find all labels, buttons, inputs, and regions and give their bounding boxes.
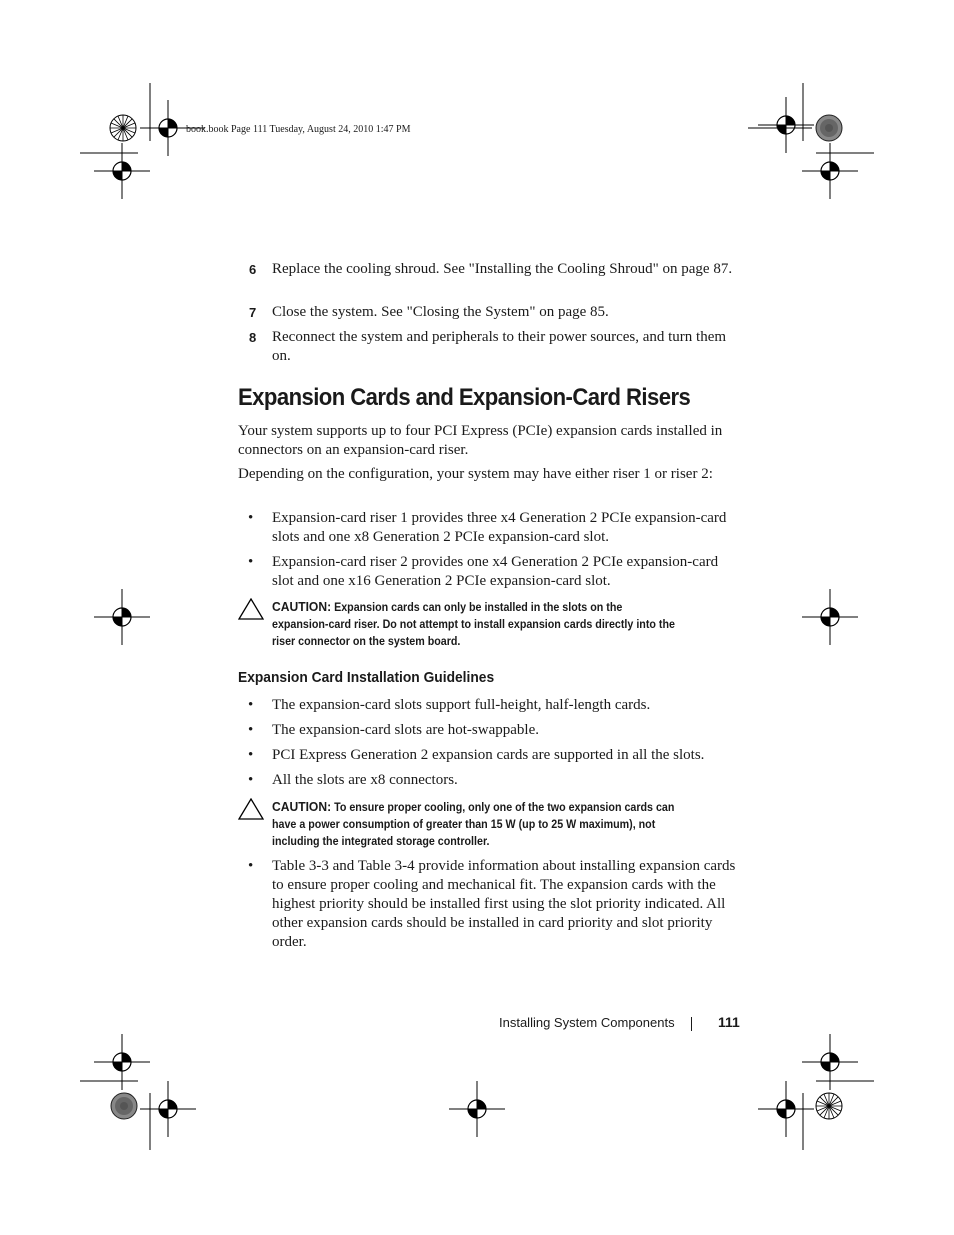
- step-item: [238, 328, 738, 368]
- crosshair-icon: [94, 1034, 150, 1090]
- caution-triangle-icon: [238, 798, 264, 820]
- registration-disc-icon: [111, 1093, 137, 1119]
- step-number: 7: [249, 305, 257, 320]
- step-number: 6: [249, 262, 257, 277]
- footer-section-title: Installing System Components: [499, 1015, 675, 1030]
- caution-notice: [238, 598, 708, 652]
- subsection-heading: Expansion Card Installation Guidelines: [238, 669, 495, 686]
- list-item: [238, 746, 738, 766]
- bullet-icon: •: [248, 722, 254, 738]
- caution-text: Expansion cards can only be installed in the slots on the expansion-card riser. Do not attempt to install expansion cards directly into the riser connector on the system board.: [272, 602, 675, 648]
- crosshair-icon: [802, 1034, 858, 1090]
- list-item: [238, 857, 738, 953]
- list-item-text: Table 3-3 and Table 3-4 provide information about installing expansion cards to ensure proper cooling and mechanical fit. The expansion cards with the highest priority should be installed first using the slot priority indicated. All other expansion cards should be installed in card priority and slot priority order.: [272, 858, 736, 950]
- caution-text: To ensure proper cooling, only one of the two expansion cards can have a power consumption of greater than 15 W (up to 25 W maximum), not including the integrated storage controller.: [272, 802, 675, 848]
- paragraph: Depending on the configuration, your system may have either riser 1 or riser 2:: [238, 466, 713, 482]
- crosshair-icon: [449, 1081, 505, 1137]
- caution-label: CAUTION:: [272, 599, 332, 614]
- list-item-text: Expansion-card riser 1 provides three x4 Generation 2 PCIe expansion-card slots and one x8 Generation 2 PCIe expansion-card slot.: [272, 510, 727, 545]
- crosshair-icon: [802, 143, 858, 199]
- step-number: 8: [249, 330, 257, 345]
- step-text: Close the system. See "Closing the System" on page 85.: [272, 304, 609, 320]
- list-item-text: The expansion-card slots support full-height, half-length cards.: [272, 697, 651, 713]
- step-text: Reconnect the system and peripherals to their power sources, and turn them on.: [272, 329, 727, 364]
- caution-label: CAUTION:: [272, 799, 332, 814]
- registration-star-icon: [110, 115, 136, 141]
- step-item: [238, 303, 738, 323]
- crosshair-icon: [758, 1081, 814, 1137]
- step-text: Replace the cooling shroud. See "Installing the Cooling Shroud" on page 87.: [272, 261, 733, 277]
- footer-divider: [691, 1017, 692, 1031]
- list-item: [238, 721, 738, 741]
- list-item: [238, 553, 738, 593]
- list-item-text: Expansion-card riser 2 provides one x4 Generation 2 PCIe expansion-card slot and one x16 Generation 2 PCIe expansion-card slot.: [272, 554, 719, 589]
- crosshair-icon: [94, 143, 150, 199]
- section-heading: Expansion Cards and Expansion-Card Risers: [238, 384, 691, 411]
- list-item-text: PCI Express Generation 2 expansion cards are supported in all the slots.: [272, 747, 705, 763]
- caution-notice: [238, 798, 708, 852]
- bullet-icon: •: [248, 772, 254, 788]
- crosshair-icon: [758, 97, 814, 153]
- crosshair-icon: [94, 589, 150, 645]
- page-number: 111: [718, 1014, 740, 1030]
- caution-triangle-icon: [238, 598, 264, 620]
- bullet-icon: •: [248, 697, 254, 713]
- crosshair-icon: [140, 1081, 196, 1137]
- print-slug: book.book Page 111 Tuesday, August 24, 2010 1:47 PM: [186, 124, 411, 135]
- bullet-icon: •: [248, 858, 254, 874]
- bullet-icon: •: [248, 554, 254, 570]
- list-item-text: The expansion-card slots are hot-swappable.: [272, 722, 539, 738]
- registration-disc-icon: [816, 115, 842, 141]
- paragraph: Your system supports up to four PCI Express (PCIe) expansion cards installed in connectors on an expansion-card riser.: [238, 423, 723, 458]
- crosshair-icon: [802, 589, 858, 645]
- list-item: [238, 771, 738, 791]
- bullet-icon: •: [248, 510, 254, 526]
- list-item: [238, 509, 738, 549]
- list-item: [238, 696, 738, 716]
- bullet-icon: •: [248, 747, 254, 763]
- step-item: [238, 260, 738, 300]
- registration-star-icon: [816, 1093, 842, 1119]
- list-item-text: All the slots are x8 connectors.: [272, 772, 458, 788]
